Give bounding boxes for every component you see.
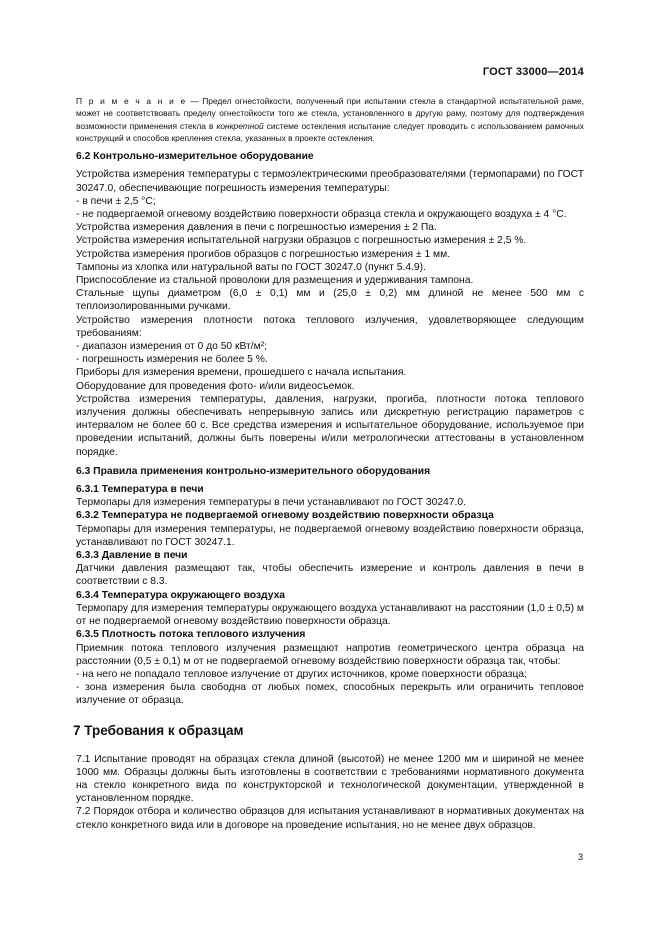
s62-p11: Устройства измерения температуры, давления, нагрузки, прогиба, плотности потока теплового излучения должны обеспечивать непрерывную запись или дискретную регистрацию параметров с интервалом не более 60 с. Все средства измерения и испытательное оборудование, используемое при проведении испытаний, должны быть поверены и/или метрологически аттестованы в установленном порядке. bbox=[76, 393, 584, 458]
note-text-1: — Предел огнестойкости, полученный при испытании стекла в стандартной испытательной раме, может не соответствовать пределу огнестойкости того же стекла, установленного в другую раму, поэтому для подтверждения возможности применения стекла в bbox=[76, 96, 584, 131]
s635-bullet-1: - на него не попадало тепловое излучение от других источников, кроме поверхности образца; bbox=[76, 668, 528, 680]
note-text-italic: конкретной bbox=[216, 120, 264, 131]
s633-text: Датчики давления размещают так, чтобы обеспечить измерение и контроль давления в печи в соответствии с 8.3. bbox=[76, 563, 584, 588]
s62-p2: Устройства измерения давления в печи с погрешностью измерения ± 2 Па. bbox=[76, 222, 437, 234]
section-7-heading: 7 Требования к образцам bbox=[73, 722, 244, 738]
document-body bbox=[73, 95, 584, 832]
section-6-3-3-heading: 6.3.3 Давление в печи bbox=[76, 550, 188, 562]
s62-p6: Приспособление из стальной проволоки для размещения и удерживания тампона. bbox=[76, 275, 474, 287]
s631-text: Термопары для измерения температуры в печи устанавливают по ГОСТ 30247.0. bbox=[76, 497, 466, 509]
page-number: 3 bbox=[577, 852, 583, 862]
s635-bullet-2: - зона измерения была свободна от любых помех, способных перекрыть или ограничить тепловое излучение от образца. bbox=[76, 682, 584, 707]
s62-p3: Устройства измерения испытательной нагрузки образцов с погрешностью измерения ± 2,5 %. bbox=[76, 235, 527, 247]
section-6-3-heading: 6.3 Правила применения контрольно-измерительного оборудования bbox=[76, 465, 431, 477]
s62-bullet-4: - погрешность измерения не более 5 %. bbox=[76, 354, 268, 366]
section-6-3-4-heading: 6.3.4 Температура окружающего воздуха bbox=[76, 589, 286, 601]
section-6-3-1-heading: 6.3.1 Температура в печи bbox=[76, 484, 204, 496]
s7-p1: 7.1 Испытание проводят на образцах стекла длиной (высотой) не менее 1200 мм и шириной не менее 1000 мм. Образцы должны быть изготовлены в соответствии с требованиями нормативного документа на стекло конкретного вида по конструкторской и технологической документации, утвержденной в установленном порядке. bbox=[76, 753, 584, 805]
s62-p5: Тампоны из хлопка или натуральной ваты по ГОСТ 30247.0 (пункт 5.4.9). bbox=[76, 261, 426, 273]
s62-p10: Оборудование для проведения фото- и/или видеосъемок. bbox=[76, 380, 355, 392]
note-text-2: системе остекления испытание следует проводить с использованием рамочных конструкций и способов крепления стекла, указанных в проекте остекления. bbox=[76, 120, 584, 143]
section-6-3-2-heading: 6.3.2 Температура не подвергаемой огневому воздействию поверхности образца bbox=[76, 510, 494, 522]
s62-p8: Устройство измерения плотности потока теплового излучения, удовлетворяющее следующим требованиям: bbox=[76, 314, 584, 339]
s62-p7: Стальные щупы диаметром (6,0 ± 0,1) мм и (25,0 ± 0,2) мм длиной не менее 500 мм с теплоизолированными ручками. bbox=[76, 288, 584, 313]
s62-bullet-2: - не подвергаемой огневому воздействию поверхности образца стекла и окружающего воздуха ± 4 °С. bbox=[76, 209, 567, 220]
s632-text: Термопары для измерения температуры, не подвергаемой огневому воздействию поверхности образца, устанавливают по ГОСТ 30247.1. bbox=[76, 523, 584, 548]
s635-text: Приемник потока теплового излучения размещают напротив геометрического центра образца на расстоянии (0,5 ± 0,1) м от не подвергаемой огневому воздействию поверхности образца так, чтобы: bbox=[76, 642, 584, 667]
standard-code: ГОСТ 33000—2014 bbox=[482, 66, 584, 78]
note-paragraph bbox=[76, 95, 584, 144]
s62-p1: Устройства измерения температуры с термоэлектрическими преобразователями (термопарами) по ГОСТ 30247.0, обеспечивающие погрешность измерения температуры: bbox=[76, 169, 584, 194]
s62-p9: Приборы для измерения времени, прошедшего с начала испытания. bbox=[76, 367, 407, 379]
section-6-2-heading: 6.2 Контрольно-измерительное оборудование bbox=[76, 151, 314, 163]
s634-text: Термопару для измерения температуры окружающего воздуха устанавливают на расстоянии (1,0 ± 0,5) м от не подвергаемой огневому воздействию поверхности образца. bbox=[76, 602, 584, 628]
s62-bullet-1: - в печи ± 2,5 °С; bbox=[76, 195, 156, 207]
section-6-3-5-heading: 6.3.5 Плотность потока теплового излучения bbox=[76, 629, 306, 641]
s62-p4: Устройства измерения прогибов образцов с погрешностью измерения ± 1 мм. bbox=[76, 248, 451, 260]
note-prefix: П р и м е ч а н и е bbox=[76, 96, 187, 106]
s7-p2: 7.2 Порядок отбора и количество образцов для испытания устанавливают в нормативных документах на стекло конкретного вида или в договоре на проведение испытания, но не менее двух образцов. bbox=[76, 806, 584, 831]
s62-bullet-3: - диапазон измерения от 0 до 50 кВт/м²; bbox=[76, 341, 267, 353]
